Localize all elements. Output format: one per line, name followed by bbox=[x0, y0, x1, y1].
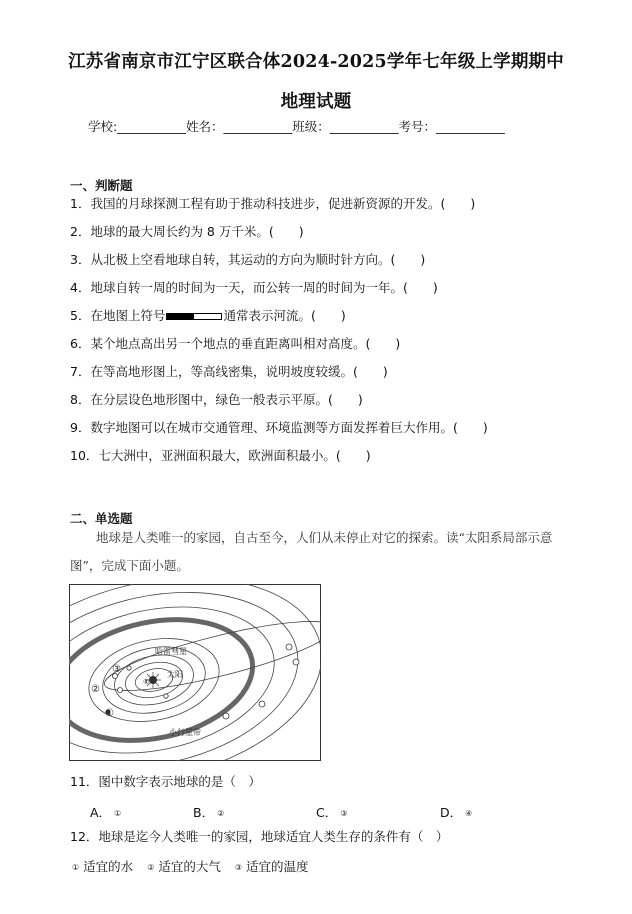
question-8: 8．在分层设色地形图中，绿色一般表示平原。( ) bbox=[70, 392, 363, 407]
q12-conditions bbox=[68, 857, 319, 875]
option-mark: ③ bbox=[340, 809, 348, 818]
option-letter: C． bbox=[316, 805, 338, 820]
question-10: 10．七大洲中，亚洲面积最大，欧洲面积最小。( ) bbox=[70, 448, 371, 463]
label-3: ③ bbox=[112, 664, 121, 675]
option-letter: B． bbox=[193, 805, 215, 820]
section-heading-single-choice: 二、单选题 bbox=[70, 511, 133, 526]
label-asteroid-belt: 小行星带 bbox=[169, 728, 201, 737]
question-5 bbox=[70, 308, 346, 324]
document-title-line1: 江苏省南京市江宁区联合体2024-2025学年七年级上学期期中 bbox=[68, 52, 564, 72]
label-halley-comet: 哈雷彗星 bbox=[155, 647, 187, 656]
question-4: 4．地球自转一周的时间为一天，而公转一周的时间为一年。( ) bbox=[70, 280, 438, 295]
question-6: 6．某个地点高出另一个地点的垂直距离叫相对高度。( ) bbox=[70, 336, 401, 351]
condition-text: 适宜的水 bbox=[83, 859, 134, 874]
question-1: 1．我国的月球探测工程有助于推动科技进步，促进新资源的开发。( ) bbox=[70, 196, 476, 211]
condition-mark: ② bbox=[147, 863, 155, 872]
student-info-line: 学校:___________姓名：___________班级：___________考号：___________ bbox=[88, 119, 505, 134]
condition-text: 适宜的温度 bbox=[246, 859, 309, 874]
condition-mark: ③ bbox=[234, 863, 243, 872]
question-3: 3．从北极上空看地球自转，其运动的方向为顺时针方向。( ) bbox=[70, 252, 426, 267]
label-1: ① bbox=[105, 708, 114, 719]
option-mark: ② bbox=[217, 809, 225, 818]
label-sun: 太阳 bbox=[167, 670, 183, 679]
option-letter: A． bbox=[90, 805, 112, 820]
q11-option-b[interactable] bbox=[193, 803, 224, 821]
river-symbol-icon bbox=[166, 313, 222, 320]
question-5-tail: 通常表示河流。( ) bbox=[223, 308, 346, 323]
q11-option-d[interactable] bbox=[440, 803, 472, 821]
section-heading-judgment: 一、判断题 bbox=[70, 178, 133, 193]
label-2: ② bbox=[91, 684, 100, 695]
q11-option-a[interactable] bbox=[90, 803, 121, 821]
condition-mark: ① bbox=[72, 863, 80, 872]
question-2: 2．地球的最大周长约为 8 万千米。( ) bbox=[70, 224, 304, 239]
solar-system-diagram bbox=[69, 584, 321, 761]
option-mark: ① bbox=[114, 809, 122, 818]
question-5-text: 5．在地图上符号 bbox=[70, 308, 166, 323]
question-9: 9．数字地图可以在城市交通管理、环境监测等方面发挥着巨大作用。( ) bbox=[70, 420, 488, 435]
option-letter: D． bbox=[440, 805, 463, 820]
reading-intro: 地球是人类唯一的家园，自古至今，人们从未停止对它的探索。读“太阳系局部示意图”，完成下面小题。 bbox=[70, 530, 553, 573]
option-mark: ④ bbox=[465, 809, 473, 818]
label-4: ④ bbox=[143, 678, 150, 686]
q11-option-c[interactable] bbox=[316, 803, 347, 821]
question-12: 12．地球是迄今人类唯一的家园，地球适宜人类生存的条件有（ ） bbox=[70, 829, 449, 844]
document-title-line2: 地理试题 bbox=[280, 92, 352, 112]
question-11: 11．图中数字表示地球的是（ ） bbox=[70, 774, 261, 789]
condition-text: 适宜的大气 bbox=[158, 859, 221, 874]
question-7: 7．在等高地形图上，等高线密集，说明坡度较缓。( ) bbox=[70, 364, 388, 379]
